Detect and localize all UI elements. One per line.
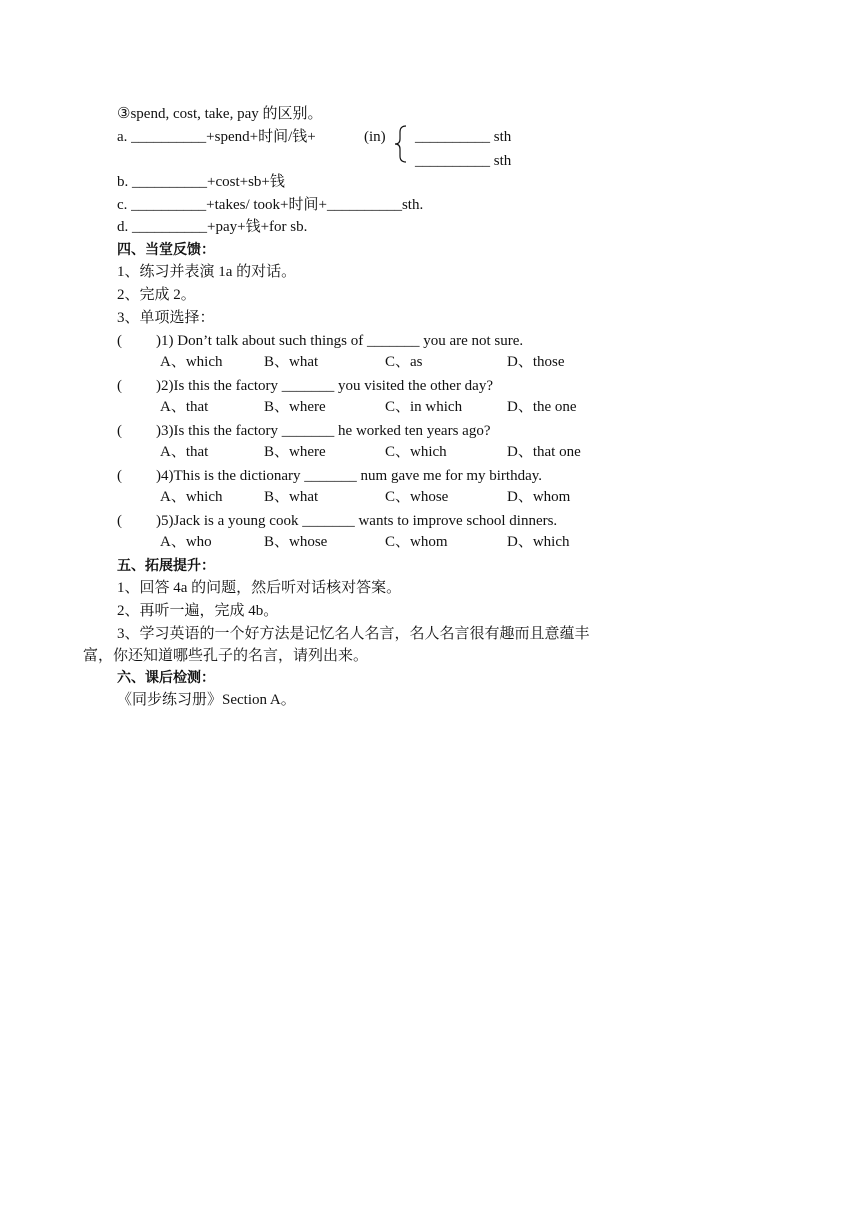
option-c: C、as <box>385 354 423 370</box>
option-d: D、that one <box>507 444 581 460</box>
spend-in-label: (in) <box>364 129 386 145</box>
question-text: )5)Jack is a young cook _______ wants to improve school dinners. <box>156 513 558 529</box>
question-paren: ( <box>117 333 122 349</box>
spend-option-2: __________ sth <box>415 153 512 169</box>
option-b: B、where <box>264 399 326 415</box>
option-a: A、who <box>160 534 212 550</box>
question-paren: ( <box>117 513 122 529</box>
option-d: D、the one <box>507 399 577 415</box>
option-a: A、which <box>160 489 223 505</box>
option-d: D、which <box>507 534 570 550</box>
option-c: C、in which <box>385 399 463 415</box>
question-text: )4)This is the dictionary _______ num gave me for my birthday. <box>156 468 543 484</box>
question-text: )1) Don’t talk about such things of _______ you are not sure. <box>156 333 524 349</box>
question-paren: ( <box>117 378 122 394</box>
section4-item-2: 2、完成 2。 <box>117 287 196 303</box>
spend-option-1: __________ sth <box>415 129 512 145</box>
option-b: B、what <box>264 354 319 370</box>
section5-item-3-line-2: 富，你还知道哪些孔子的名言，请列出来。 <box>83 648 369 664</box>
section5-heading: 五、拓展提升： <box>117 558 215 574</box>
option-d: D、whom <box>507 489 571 505</box>
section5-item-1: 1、回答 4a 的问题，然后听对话核对答案。 <box>117 580 402 596</box>
section4-item-3: 3、单项选择： <box>117 310 215 326</box>
option-a: A、that <box>160 399 209 415</box>
section5-item-2: 2、再听一遍，完成 4b。 <box>117 603 279 619</box>
option-a: A、which <box>160 354 223 370</box>
option-c: C、whom <box>385 534 448 550</box>
option-c: C、which <box>385 444 447 460</box>
option-c: C、whose <box>385 489 449 505</box>
question-paren: ( <box>117 423 122 439</box>
take-line: c. __________+takes/ took+时间+__________sth. <box>117 197 424 213</box>
question-text: )2)Is this the factory _______ you visited the other day? <box>156 378 494 394</box>
section4-heading: 四、当堂反馈： <box>117 242 215 258</box>
option-b: B、whose <box>264 534 328 550</box>
section5-item-3-line-1: 3、学习英语的一个好方法是记忆名人名言，名人名言很有趣而且意蕴丰 <box>117 626 590 642</box>
section6-item-1: 《同步练习册》Section A。 <box>117 692 296 708</box>
spend-line: a. __________+spend+时间/钱+ <box>117 129 316 145</box>
option-d: D、those <box>507 354 565 370</box>
pay-line: d. __________+pay+钱+for sb. <box>117 219 308 235</box>
option-a: A、that <box>160 444 209 460</box>
curly-brace-icon <box>393 124 409 164</box>
option-b: B、where <box>264 444 326 460</box>
question-text: )3)Is this the factory _______ he worked ten years ago? <box>156 423 491 439</box>
section3-title: ③spend, cost, take, pay 的区别。 <box>117 106 323 122</box>
section4-item-1: 1、练习并表演 1a 的对话。 <box>117 264 297 280</box>
question-paren: ( <box>117 468 122 484</box>
section6-heading: 六、课后检测： <box>117 670 215 686</box>
cost-line: b. __________+cost+sb+钱 <box>117 174 285 190</box>
option-b: B、what <box>264 489 319 505</box>
